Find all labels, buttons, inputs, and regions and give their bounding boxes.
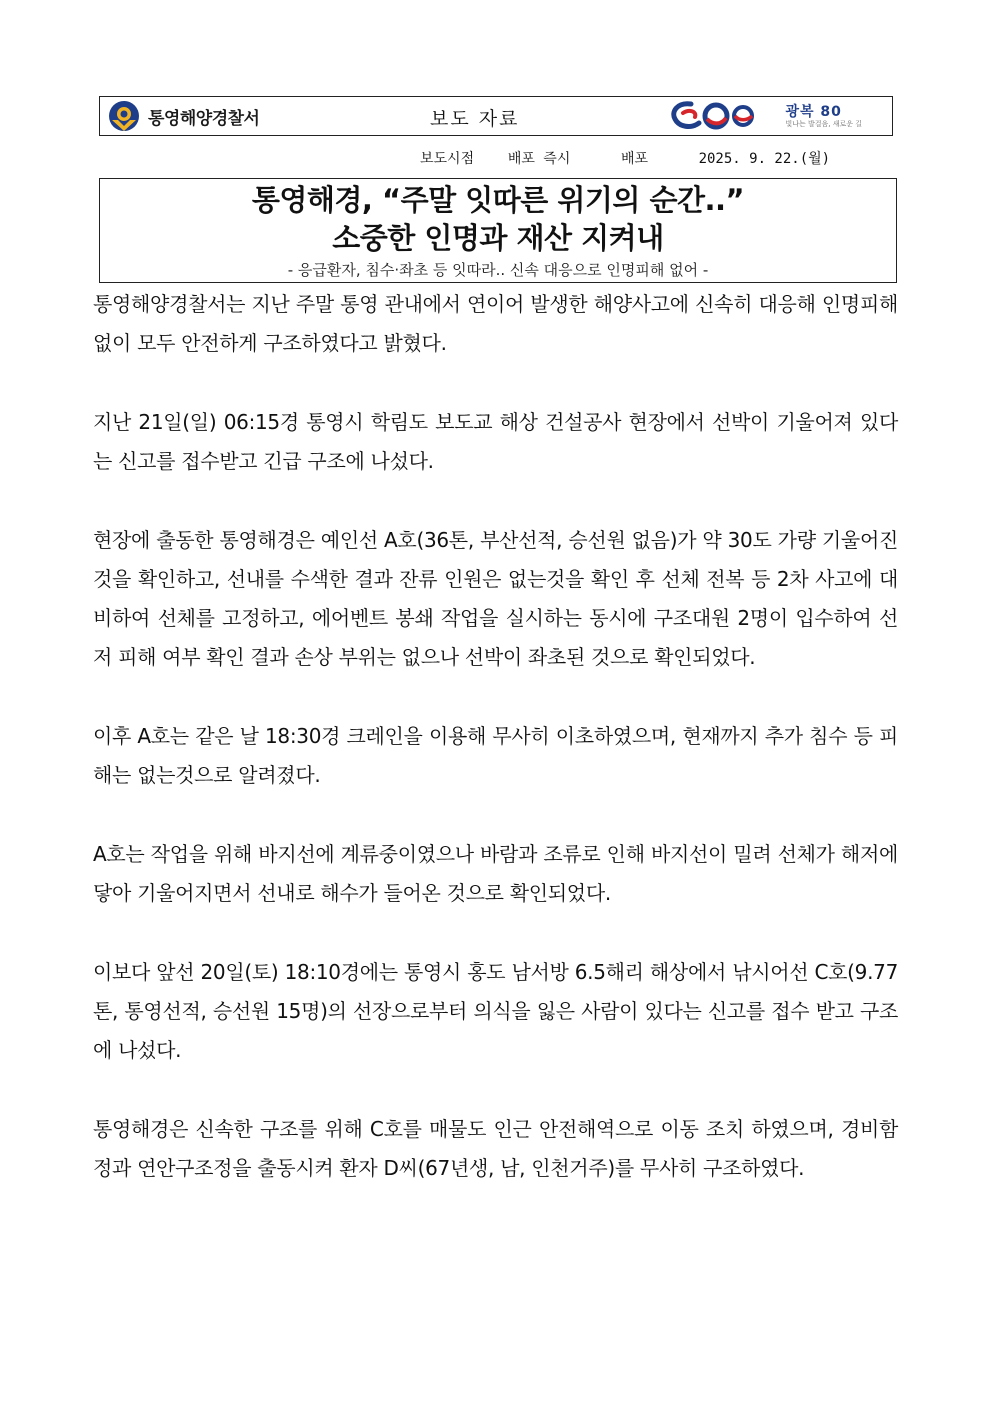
press-label: 보도 자료 (430, 108, 520, 130)
paragraph: 통영해경은 신속한 구조를 위해 C호를 매물도 인근 안전해역으로 이동 조치 하였으며, 경비함정과 연안구조정을 출동시켜 환자 D씨(67년생, 남, 인천거주)를 무사히 구조하였다. (93, 1117, 898, 1180)
release-value: 배포 즉시 (507, 151, 571, 167)
paragraph: 통영해양경찰서는 지난 주말 통영 관내에서 연이어 발생한 해양사고에 신속히 대응해 인명피해 없이 모두 안전하게 구조하였다고 밝혔다. (93, 292, 898, 355)
paragraph: A호는 작업을 위해 바지선에 계류중이였으나 바람과 조류로 인해 바지선이 밀려 선체가 해저에 닿아 기울어지면서 선내로 해수가 들어온 것으로 확인되었다. (93, 842, 898, 905)
article-body (93, 285, 898, 1228)
headline-box (99, 178, 897, 283)
liberation-80-logo-icon (669, 99, 781, 133)
paragraph: 이후 A호는 같은 날 18:30경 크레인을 이용해 무사히 이초하였으며, 현재까지 추가 침수 등 피해는 없는것으로 알려졌다. (93, 724, 898, 787)
press-header (99, 96, 893, 136)
paragraph: 이보다 앞선 20일(토) 18:10경에는 통영시 홍도 남서방 6.5해리 해상에서 낚시어선 C호(9.77톤, 통영선적, 승선원 15명)의 선장으로부터 의식을 잃은 사람이 있다는 신고를 접수 받고 구조에 나섰다. (93, 960, 898, 1062)
org-name: 통영해양경찰서 (148, 108, 260, 129)
headline-subtitle: - 응급환자, 침수·좌초 등 잇따라.. 신속 대응으로 인명피해 없어 - (287, 261, 709, 279)
date-value: 2025. 9. 22.(월) (698, 151, 831, 167)
liberation-80-text: 광복 80 (785, 103, 842, 120)
liberation-80-logo (669, 99, 862, 133)
coast-guard-emblem-icon (108, 100, 140, 132)
headline-line-2: 소중한 인명과 재산 지켜내 (332, 221, 664, 255)
paragraph: 지난 21일(일) 06:15경 통영시 학림도 보도교 해상 건설공사 현장에서 선박이 기울어져 있다는 신고를 접수받고 긴급 구조에 나섰다. (93, 410, 898, 473)
paragraph: 현장에 출동한 통영해경은 예인선 A호(36톤, 부산선적, 승선원 없음)가 약 30도 가량 기울어진 것을 확인하고, 선내를 수색한 결과 잔류 인원은 없는것을 확인 후 선체 전복 등 2차 사고에 대비하여 선체를 고정하고, 에어벤트 봉쇄 작업을 실시하는 동시에 구조대원 2명이 입수하여 선저 피해 여부 확인 결과 손상 부위는 없으나 선박이 좌초된 것으로 확인되었다. (93, 528, 898, 669)
liberation-80-subtext: 빛나는 발걸음, 새로운 길 (785, 119, 862, 128)
org-logo (108, 100, 259, 132)
headline-line-1: 통영해경, “주말 잇따른 위기의 순간..” (251, 183, 745, 217)
date-label: 배포 (620, 151, 648, 167)
release-meta (420, 148, 830, 168)
release-label: 보도시점 (420, 151, 475, 167)
